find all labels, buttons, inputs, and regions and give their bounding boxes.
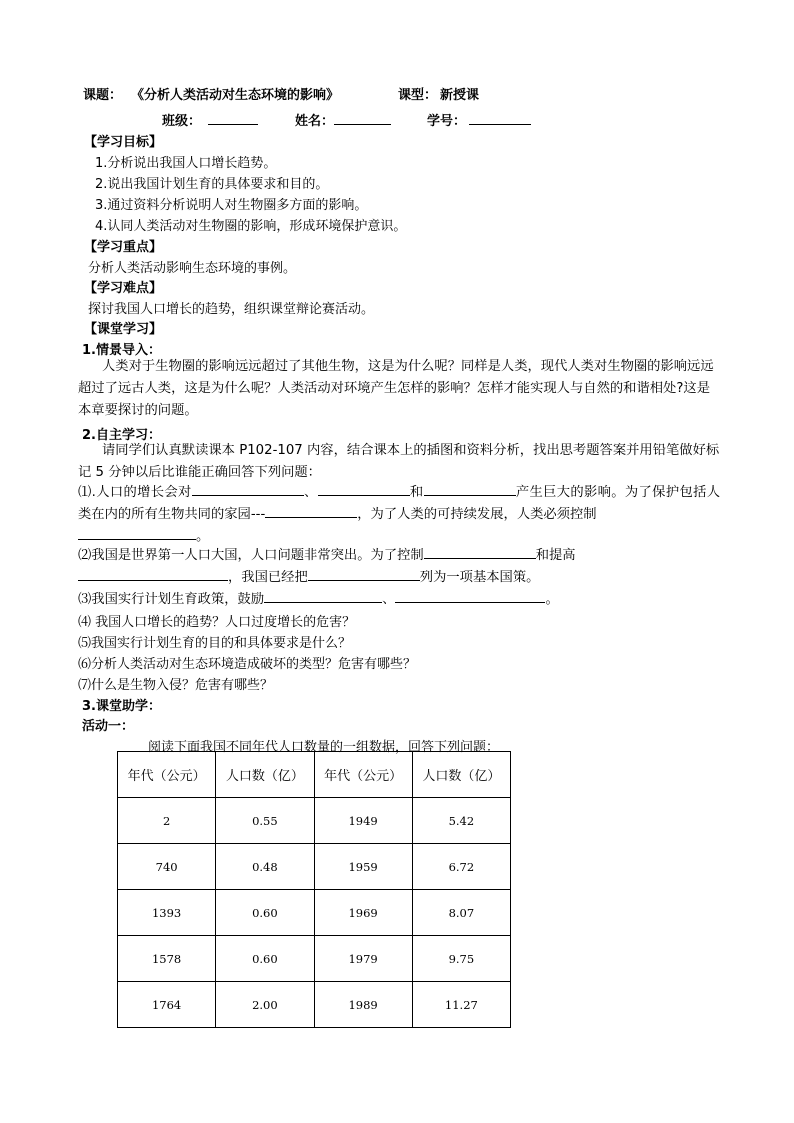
topic-label: 课题： <box>83 88 123 103</box>
answer-blank[interactable] <box>192 482 304 496</box>
lesson-type: 新授课 <box>440 88 480 103</box>
classroom-title: 【课堂学习】 <box>84 322 163 337</box>
activity-1-intro: 阅读下面我国不同年代人口数量的一组数据，回答下列问题： <box>148 740 500 755</box>
table-cell: 1989 <box>314 982 412 1028</box>
name-label: 姓名： <box>295 114 335 129</box>
question-1: ⑴.人口的增长会对 、 和 产生巨大的影响。为了保护包括人类在内的所有生物共同的家园--- ，为了人类的可持续发展，人类必须控制 。 <box>78 482 720 548</box>
question-7: ⑺什么是生物入侵？危害有哪些？ <box>78 678 274 693</box>
table-cell: 9.75 <box>412 936 510 982</box>
lesson-type-label: 课型： <box>398 88 438 103</box>
question-2: ⑵我国是世界第一人口大国，人口问题非常突出。为了控制 和提高 ，我国已经把 列为一项基本国策。 <box>78 545 720 589</box>
column-header-population: 人口数（亿） <box>216 752 314 798</box>
key-points-title: 【学习重点】 <box>84 240 163 255</box>
answer-blank[interactable] <box>265 504 357 518</box>
key-points-text: 分析人类活动影响生态环境的事例。 <box>88 261 297 276</box>
table-row <box>118 982 511 1028</box>
class-field[interactable] <box>208 112 258 125</box>
table-cell: 5.42 <box>412 798 510 844</box>
table-row <box>118 890 511 936</box>
table-cell: 6.72 <box>412 844 510 890</box>
table-cell: 2 <box>118 798 216 844</box>
student-id-field[interactable] <box>469 112 531 125</box>
table-cell: 0.60 <box>216 936 314 982</box>
question-4: ⑷ 我国人口增长的趋势？人口过度增长的危害？ <box>78 615 356 630</box>
table-cell: 1764 <box>118 982 216 1028</box>
table-cell: 1578 <box>118 936 216 982</box>
table-row <box>118 844 511 890</box>
question-3: ⑶我国实行计划生育政策，鼓励 、 。 <box>78 589 720 611</box>
answer-blank[interactable] <box>424 482 516 496</box>
table-header-row <box>118 752 511 798</box>
table-row <box>118 798 511 844</box>
table-cell: 0.48 <box>216 844 314 890</box>
table-cell: 0.55 <box>216 798 314 844</box>
table-cell: 2.00 <box>216 982 314 1028</box>
answer-blank[interactable] <box>78 526 196 540</box>
answer-blank[interactable] <box>78 567 228 581</box>
answer-blank[interactable] <box>395 589 545 603</box>
table-row <box>118 936 511 982</box>
column-header-population: 人口数（亿） <box>412 752 510 798</box>
class-label: 班级： <box>162 114 202 129</box>
self-study-paragraph: 请同学们认真默读课本 P102-107 内容，结合课本上的插图和资料分析，找出思考题答案并用铅笔做好标记 5 分钟以后比谁能正确回答下列问题： <box>78 443 720 480</box>
answer-blank[interactable] <box>264 589 382 603</box>
objective-item: 1.分析说出我国人口增长趋势。 <box>95 156 277 171</box>
section-1-title: 1.情景导入： <box>82 343 161 358</box>
table-cell: 1949 <box>314 798 412 844</box>
section-2-title: 2.自主学习： <box>82 428 161 443</box>
question-5: ⑸我国实行计划生育的目的和具体要求是什么？ <box>78 636 352 651</box>
objective-item: 3.通过资料分析说明人对生物圈多方面的影响。 <box>95 198 368 213</box>
question-6: ⑹分析人类活动对生态环境造成破坏的类型？危害有哪些？ <box>78 657 417 672</box>
table-cell: 1959 <box>314 844 412 890</box>
activity-1-title: 活动一： <box>82 719 135 734</box>
student-id-label: 学号： <box>427 114 467 129</box>
column-header-year: 年代（公元） <box>118 752 216 798</box>
column-header-year: 年代（公元） <box>314 752 412 798</box>
difficulties-text: 探讨我国人口增长的趋势，组织课堂辩论赛活动。 <box>88 302 375 317</box>
answer-blank[interactable] <box>308 567 420 581</box>
section-3-title: 3.课堂助学： <box>82 699 161 714</box>
name-field[interactable] <box>334 112 391 125</box>
difficulties-title: 【学习难点】 <box>84 281 163 296</box>
population-table <box>117 751 511 1028</box>
answer-blank[interactable] <box>424 545 536 559</box>
lesson-topic: 《分析人类活动对生态环境的影响》 <box>131 88 340 103</box>
table-cell: 1969 <box>314 890 412 936</box>
table-cell: 1979 <box>314 936 412 982</box>
table-cell: 740 <box>118 844 216 890</box>
table-cell: 0.60 <box>216 890 314 936</box>
objective-item: 4.认同人类活动对生物圈的影响，形成环境保护意识。 <box>95 219 407 234</box>
objectives-title: 【学习目标】 <box>84 135 163 150</box>
table-cell: 8.07 <box>412 890 510 936</box>
table-cell: 11.27 <box>412 982 510 1028</box>
objective-item: 2.说出我国计划生育的具体要求和目的。 <box>95 177 329 192</box>
answer-blank[interactable] <box>318 482 410 496</box>
scenario-paragraph: 人类对于生物圈的影响远远超过了其他生物，这是为什么呢？同样是人类，现代人类对生物圈的影响远远超过了远古人类，这是为什么呢？人类活动对环境产生怎样的影响？怎样才能实现人与自然的和谐相处?这是本章要探讨的问题。 <box>78 359 714 418</box>
table-cell: 1393 <box>118 890 216 936</box>
